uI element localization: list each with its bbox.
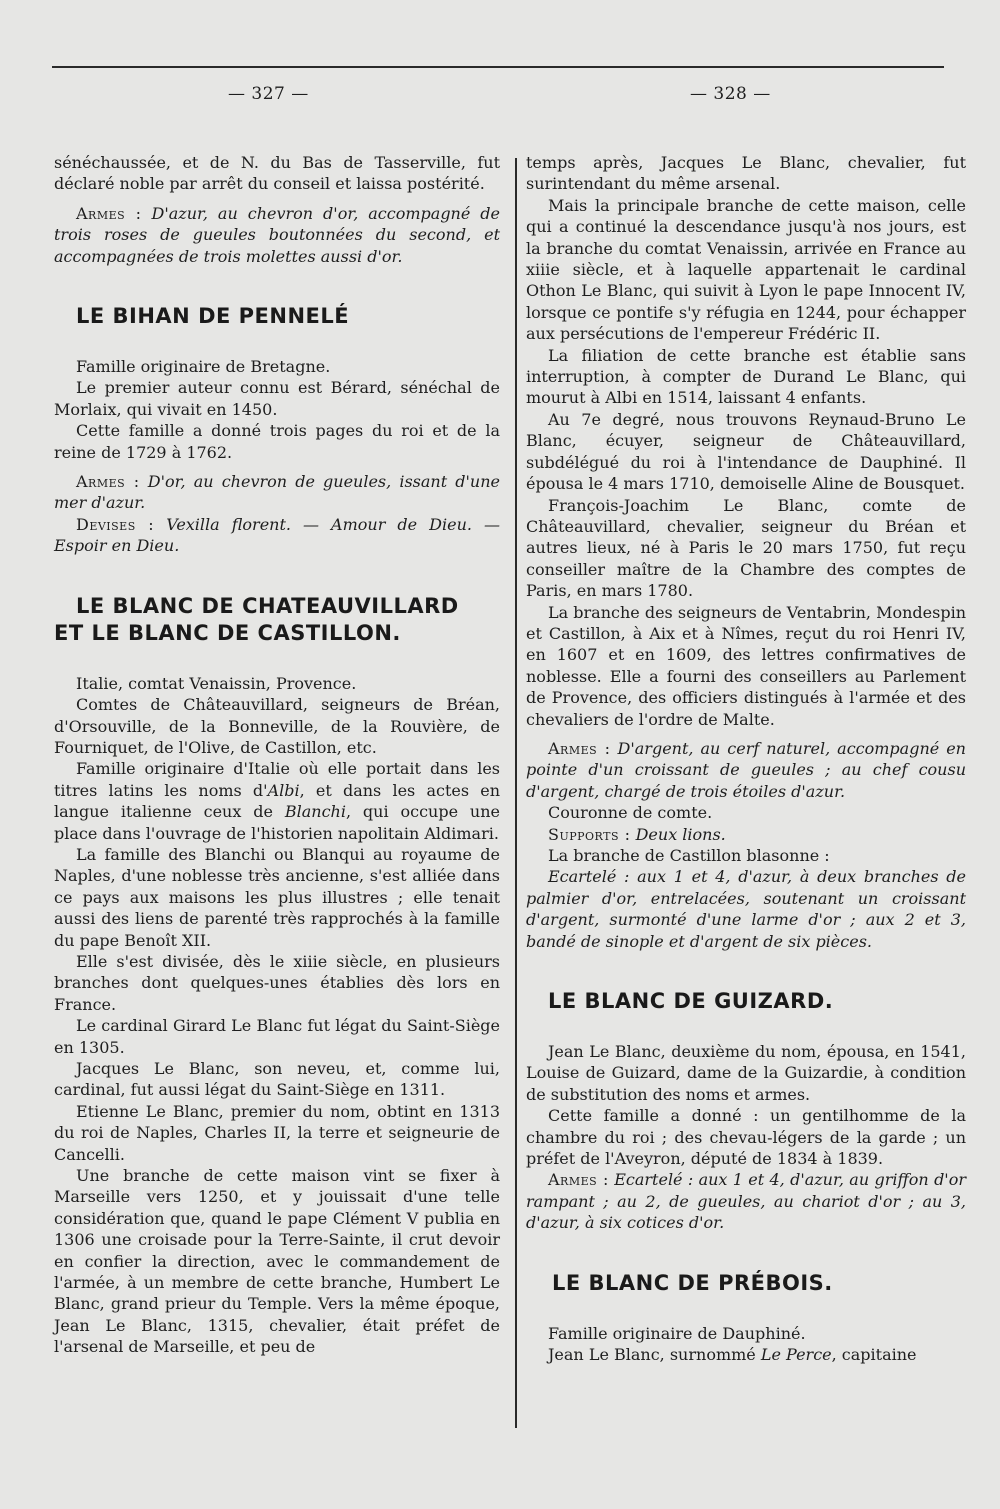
paragraph: Etienne Le Blanc, premier du nom, obtint en 1313 du roi de Naples, Charles II, la terre et seigneurie de Cancelli. bbox=[54, 1101, 500, 1164]
top-rule bbox=[52, 66, 944, 68]
arms-text: D'azur, au chevron d'or, accompagné de trois roses de gueules boutonnées du second, et accompagnées de trois molettes aussi d'or. bbox=[54, 203, 500, 266]
arms-paragraph bbox=[526, 866, 966, 952]
column-divider bbox=[515, 158, 517, 1428]
devises-label: Devises : bbox=[76, 514, 155, 534]
section-heading: LE BLANC DE CHATEAUVILLARD bbox=[76, 593, 459, 618]
paragraph: Une branche de cette maison vint se fixer à Marseille vers 1250, et y jouissait d'une telle considération que, quand le pape Clément V publia en 1306 une croisade pour la Terre-Sainte, il crut devoir en confier la direction, avec le commandement de l'armée, à un membre de cette branche, Humbert Le Blanc, grand prieur du Temple. Vers la même époque, Jean Le Blanc, 1315, chevalier, était préfet de l'arsenal de Marseille, et peu de bbox=[54, 1166, 500, 1357]
arms-paragraph bbox=[526, 738, 966, 802]
paragraph: sénéchaussée, et de N. du Bas de Tasserville, fut déclaré noble par arrêt du conseil et laissa postérité. bbox=[54, 153, 500, 194]
arms-text: D'or, au chevron de gueules, issant d'une mer d'azur. bbox=[54, 472, 500, 513]
devises-text: Vexilla florent. — Amour de Dieu. — Espoir en Dieu. bbox=[54, 514, 500, 556]
paragraph: Le cardinal Girard Le Blanc fut légat du Saint-Siège en 1305. bbox=[54, 1016, 500, 1057]
arms-label: Armes : bbox=[76, 203, 142, 223]
section-heading: LE BLANC DE GUIZARD. bbox=[548, 989, 834, 1014]
arms-paragraph bbox=[54, 203, 500, 267]
paragraph: Mais la principale branche de cette maison, celle qui a continué la descendance jusqu'à nos jours, est la branche du comtat Venaissin, arrivée en France au xiiie siècle, et à laquelle appartenait le cardinal Othon Le Blanc, qui suivit à Lyon le pape Innocent IV, lorsque ce pontife s'y réfugia en 1244, pour échapper aux persécutions de l'empereur Frédéric II. bbox=[526, 195, 966, 344]
paragraph: Le premier auteur connu est Bérard, sénéchal de Morlaix, qui vivait en 1450. bbox=[54, 378, 500, 419]
paragraph: Cette famille a donné trois pages du roi et de la reine de 1729 à 1762. bbox=[54, 421, 500, 462]
page-number-right: — 328 — bbox=[690, 84, 771, 104]
paragraph: Famille originaire de Bretagne. bbox=[76, 357, 331, 377]
paragraph: Jean Le Blanc, surnommé Le Perce, capitaine bbox=[548, 1345, 917, 1365]
paragraph: La branche des seigneurs de Ventabrin, Mondespin et Castillon, à Aix et à Nîmes, reçut du roi Henri IV, en 1607 et en 1609, des lettres confirmatives de noblesse. Elle a fourni des conseillers au Parlement de Provence, des officiers distingués à l'armée et des chevaliers de l'ordre de Malte. bbox=[526, 602, 966, 729]
paragraph: Comtes de Châteauvillard, seigneurs de Bréan, d'Orsouville, de la Bonneville, de la Rouvière, de Fourniquet, de l'Olive, de Castillon, etc. bbox=[54, 695, 500, 757]
section-heading: LE BIHAN DE PENNELÉ bbox=[76, 304, 350, 329]
paragraph: Famille originaire de Dauphiné. bbox=[548, 1323, 806, 1343]
supports-label: Supports : bbox=[548, 824, 631, 844]
arms-text: D'argent, au cerf naturel, accompagné en pointe d'un croissant de gueules ; au chef cousu d'argent, chargé de trois étoiles d'azur. bbox=[526, 738, 966, 801]
paragraph: Elle s'est divisée, dès le xiiie siècle, en plusieurs branches dont quelques-unes établies dès lors en France. bbox=[54, 951, 500, 1014]
arms-label: Armes : bbox=[548, 1170, 609, 1190]
left-column bbox=[54, 152, 500, 1358]
devises-paragraph bbox=[54, 514, 500, 557]
paragraph: Jacques Le Blanc, son neveu, et, comme lui, cardinal, fut aussi légat du Saint-Siège en 1311. bbox=[54, 1059, 500, 1100]
paragraph: temps après, Jacques Le Blanc, chevalier, fut surintendant du même arsenal. bbox=[526, 153, 966, 194]
arms-text: Ecartelé : aux 1 et 4, d'azur, au griffon d'or rampant ; au 2, de gueules, au chariot d'or ; au 3, d'azur, à six cotices d'or. bbox=[526, 1170, 966, 1233]
supports-paragraph bbox=[526, 824, 966, 845]
right-column bbox=[526, 152, 966, 1366]
arms-label: Armes : bbox=[76, 472, 140, 492]
paragraph: Cette famille a donné : un gentilhomme de la chambre du roi ; des chevau-légers de la garde ; un préfet de l'Aveyron, député de 1834 à 1839. bbox=[526, 1106, 966, 1169]
section-heading-line2: ET LE BLANC DE CASTILLON. bbox=[54, 620, 401, 645]
paragraph: Italie, comtat Venaissin, Provence. bbox=[76, 673, 357, 693]
paragraph: Couronne de comte. bbox=[548, 803, 713, 823]
arms-paragraph bbox=[526, 1169, 966, 1233]
paragraph: La famille des Blanchi ou Blanqui au royaume de Naples, d'une noblesse très ancienne, s'est alliée dans ce pays aux maisons les plus illustres ; elle tenait aussi des liens de parenté très rapprochés à la famille du pape Benoît XII. bbox=[54, 844, 500, 950]
arms-text: Ecartelé : aux 1 et 4, d'azur, à deux branches de palmier d'or, entrelacées, soutenant un croissant d'argent, surmonté d'une larme d'or ; aux 2 et 3, bandé de sinople et d'argent de six pièces. bbox=[526, 867, 966, 951]
arms-paragraph bbox=[54, 471, 500, 514]
paragraph: Au 7e degré, nous trouvons Reynaud-Bruno Le Blanc, écuyer, seigneur de Châteauvillard, subdélégué du roi à l'intendance de Dauphiné. Il épousa le 4 mars 1710, demoiselle Aline de Bousquet. bbox=[526, 409, 966, 494]
supports-text: Deux lions. bbox=[630, 824, 726, 844]
paragraph: Jean Le Blanc, deuxième du nom, épousa, en 1541, Louise de Guizard, dame de la Guizardie, à condition de substitution des noms et armes. bbox=[526, 1042, 966, 1104]
paragraph: François-Joachim Le Blanc, comte de Châteauvillard, chevalier, seigneur du Bréan et autres lieux, né à Paris le 20 mars 1750, fut reçu conseiller maître de la Chambre des comptes de Paris, en mars 1780. bbox=[526, 495, 966, 601]
paragraph: La branche de Castillon blasonne : bbox=[548, 846, 830, 865]
paragraph: Famille originaire d'Italie où elle portait dans les titres latins les noms d'Albi, et dans les actes en langue italienne ceux de Blanchi, qui occupe une place dans l'ouvrage de l'historien napolitain Aldimari. bbox=[54, 759, 501, 843]
page-number-left: — 327 — bbox=[228, 84, 309, 104]
arms-label: Armes : bbox=[548, 738, 611, 758]
section-heading: LE BLANC DE PRÉBOIS. bbox=[552, 1270, 833, 1295]
paragraph: La filiation de cette branche est établie sans interruption, à compter de Durand Le Blanc, qui mourut à Albi en 1514, laissant 4 enfants. bbox=[526, 345, 966, 408]
